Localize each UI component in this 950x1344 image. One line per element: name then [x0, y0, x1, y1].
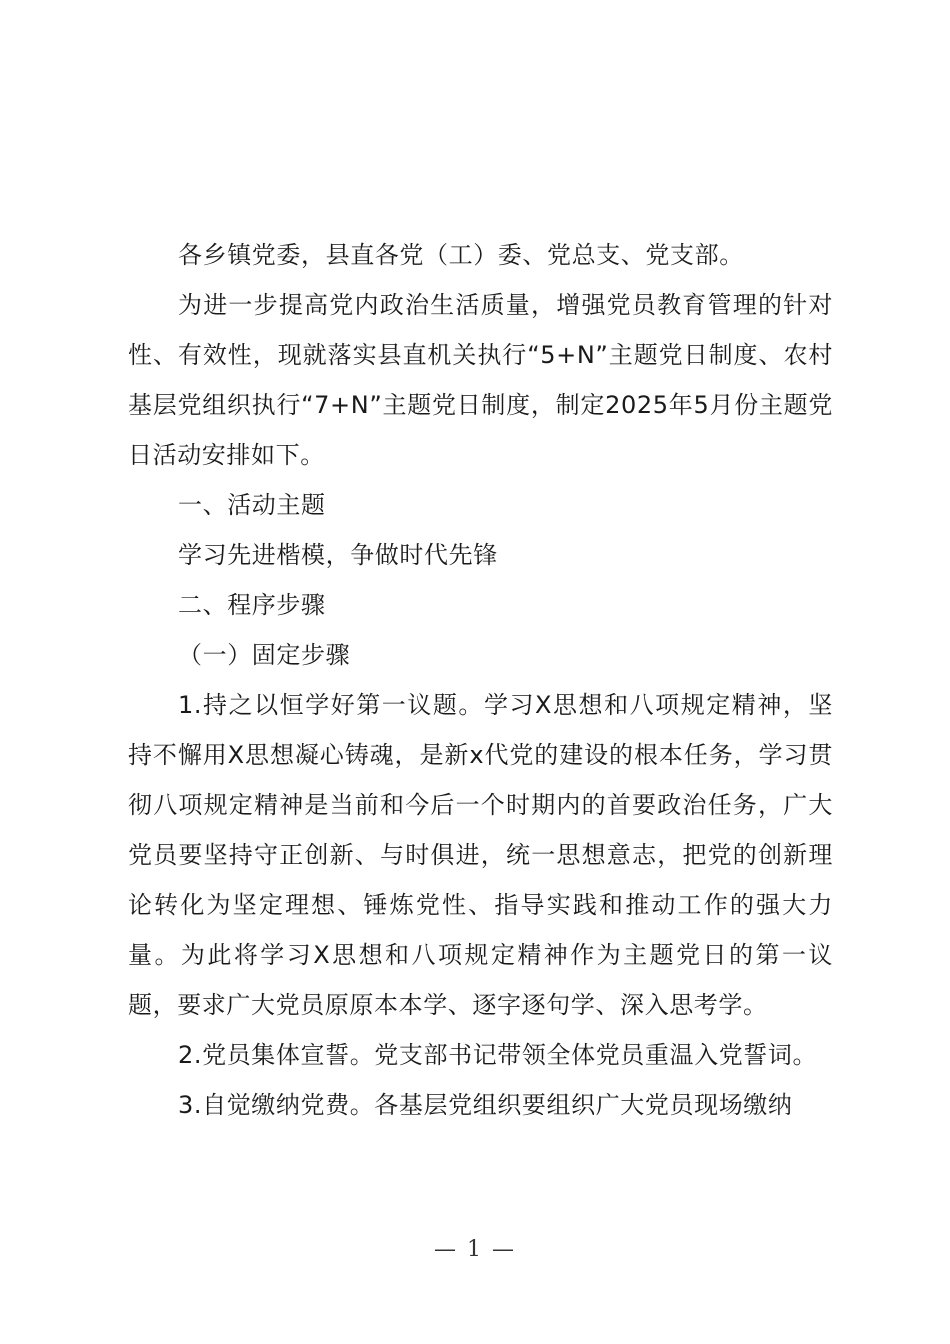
step-2-paragraph: 2.党员集体宣誓。党支部书记带领全体党员重温入党誓词。	[178, 1041, 818, 1069]
section-heading-theme: 一、活动主题	[178, 491, 326, 519]
document-body	[128, 230, 833, 1130]
page-number: — 1 —	[434, 1237, 516, 1262]
intro-paragraph: 为进一步提高党内政治生活质量，增强党员教育管理的针对性、有效性，现就落实县直机关执行“5+N”主题党日制度、农村基层党组织执行“7+N”主题党日制度，制定2025年5月份主题党日活动安排如下。	[128, 291, 833, 469]
step-1-paragraph: 1.持之以恒学好第一议题。学习X思想和八项规定精神，坚持不懈用X思想凝心铸魂，是新x代党的建设的根本任务，学习贯彻八项规定精神是当前和今后一个时期内的首要政治任务，广大党员要坚持守正创新、与时俱进，统一思想意志，把党的创新理论转化为坚定理想、锤炼党性、指导实践和推动工作的强大力量。为此将学习X思想和八项规定精神作为主题党日的第一议题，要求广大党员原原本本学、逐字逐句学、深入思考学。	[128, 691, 833, 1019]
step-3-paragraph: 3.自觉缴纳党费。各基层党组织要组织广大党员现场缴纳	[178, 1091, 793, 1119]
subsection-heading-fixed-steps: （一）固定步骤	[178, 641, 351, 669]
salutation-paragraph: 各乡镇党委，县直各党（工）委、党总支、党支部。	[178, 241, 744, 269]
theme-text: 学习先进楷模，争做时代先锋	[178, 541, 498, 569]
section-heading-steps: 二、程序步骤	[178, 591, 326, 619]
